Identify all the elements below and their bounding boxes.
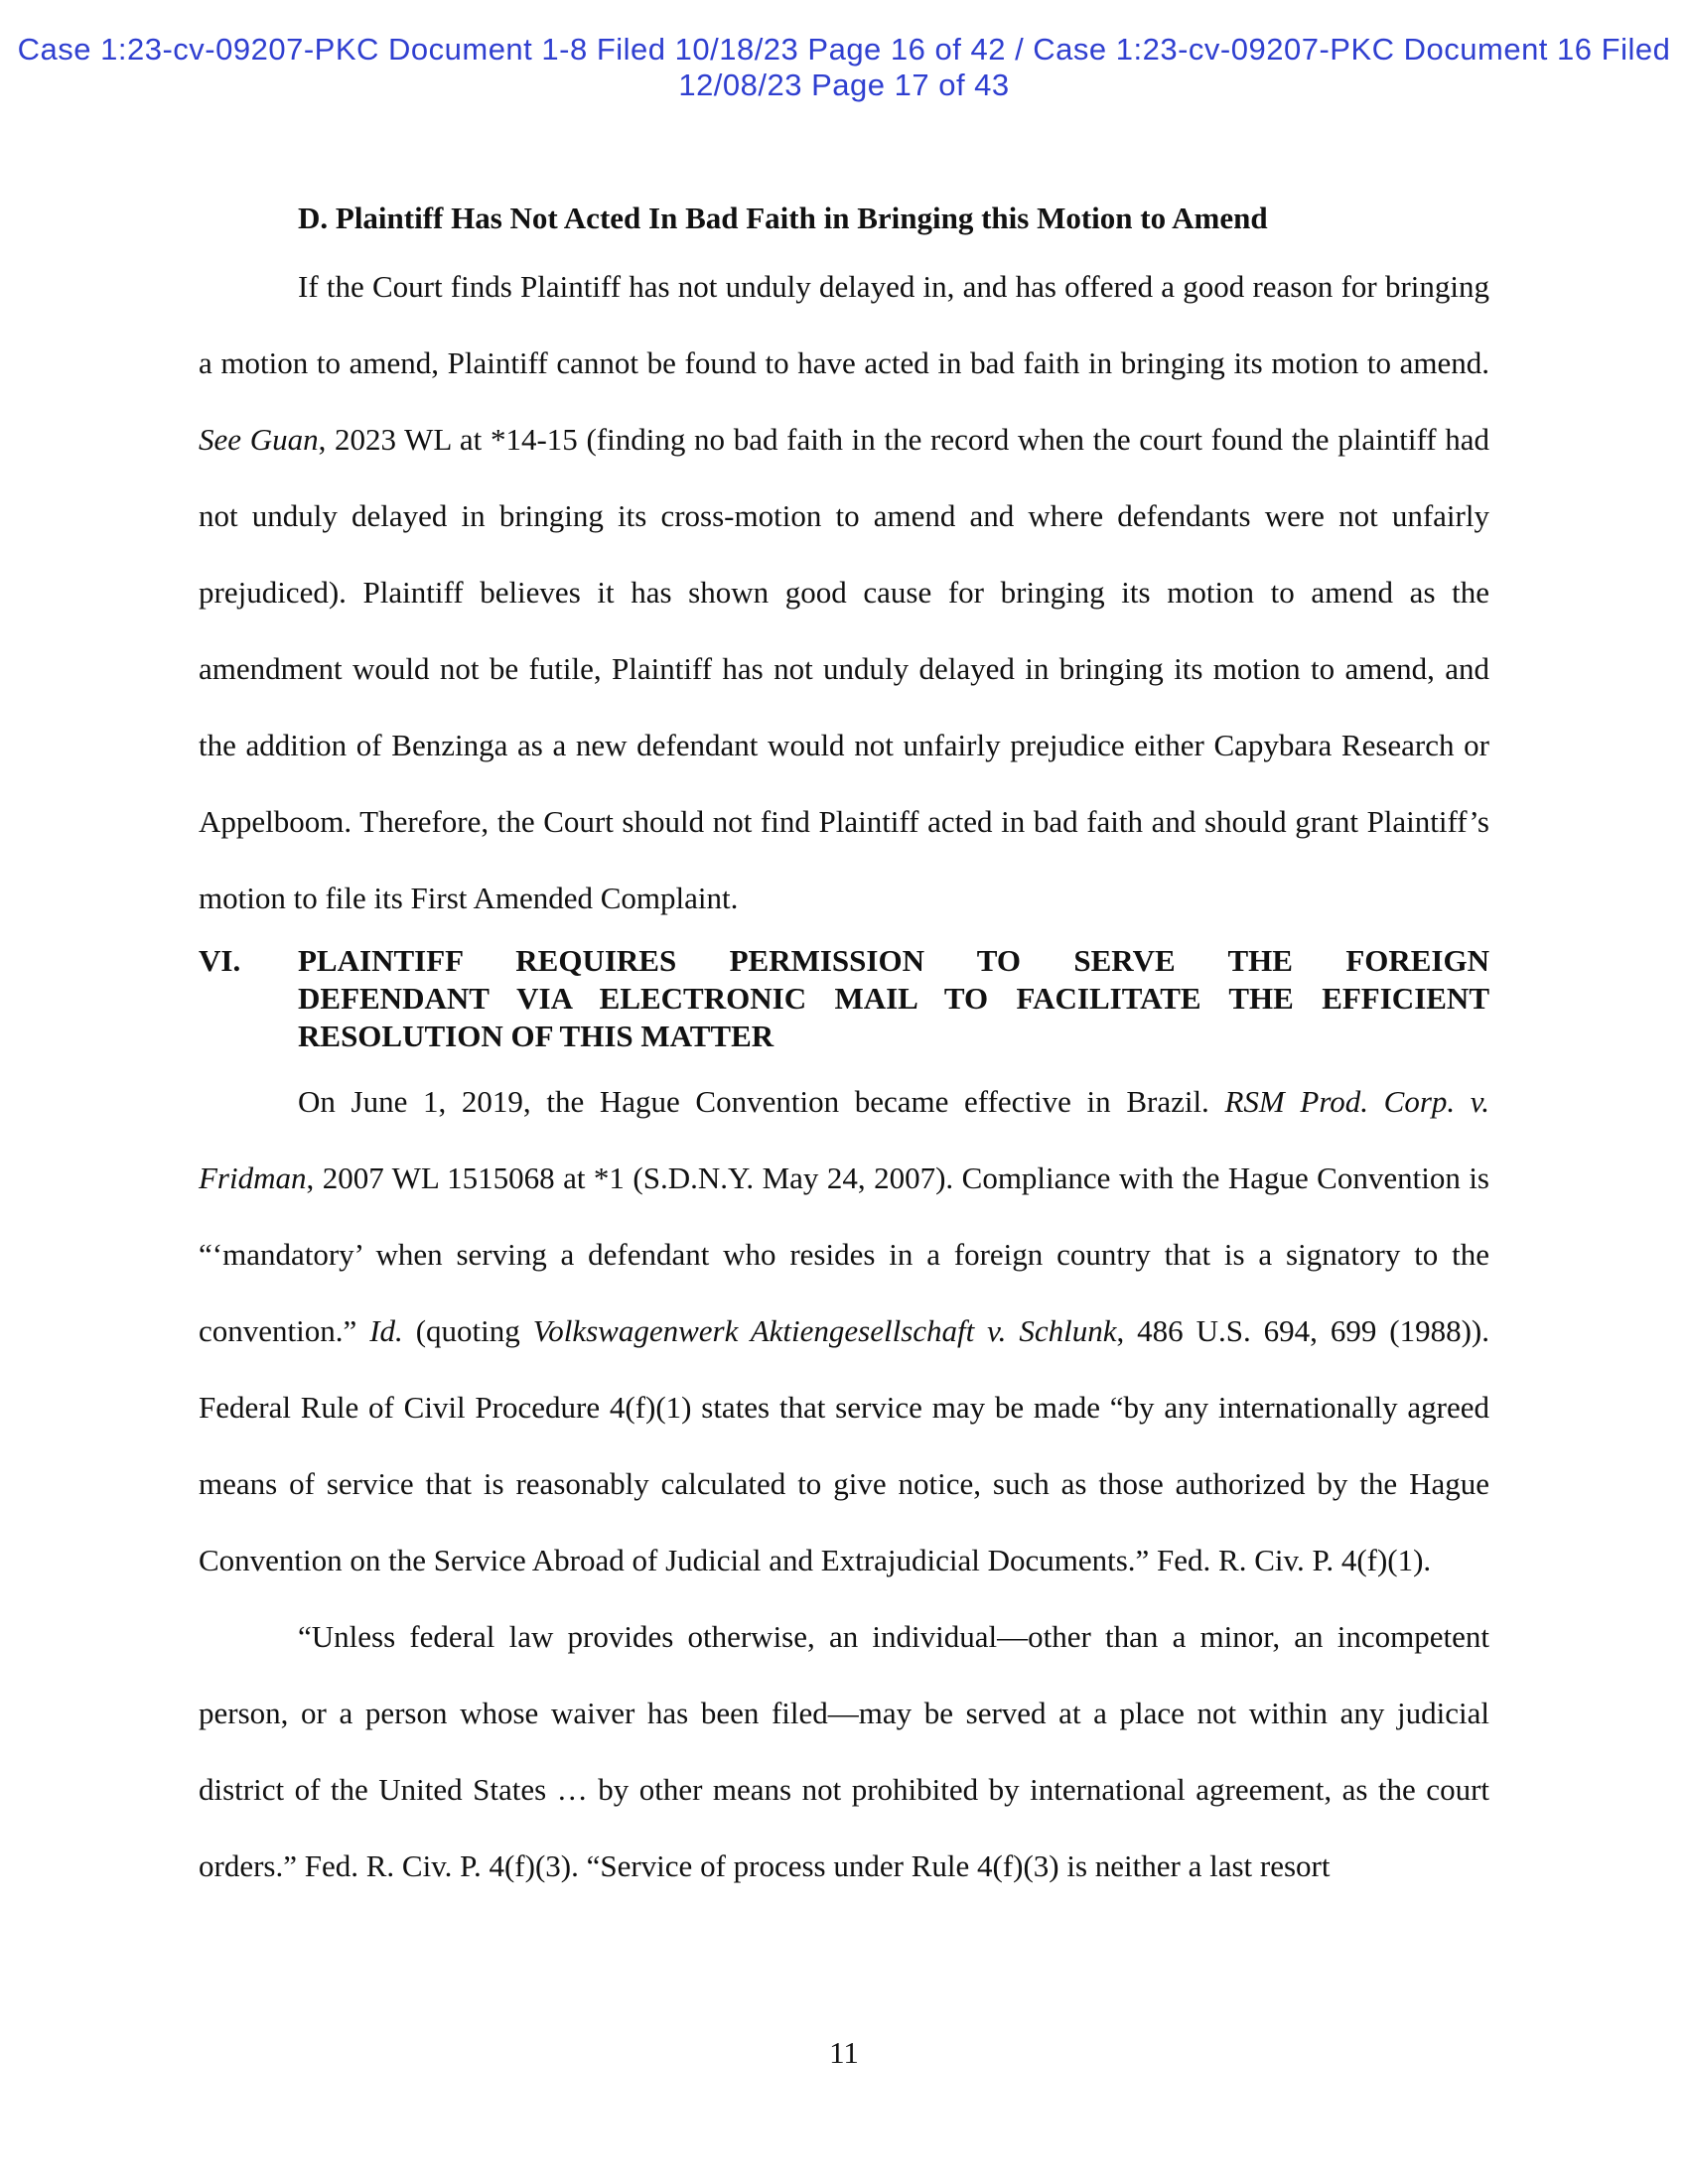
section-d-paragraph: If the Court finds Plaintiff has not unduly delayed in, and has offered a good reason for bringing a motion to amend, Plaintiff cannot be found to have acted in bad faith in bringing its motion to amend. See Guan, 2023 WL at *14-15 (finding no bad faith in the record when the court found the plaintiff had not unduly delayed in bringing its cross-motion to amend and where defendants were not unfairly prejudiced). Plaintiff believes it has shown good cause for bringing its motion to amend as the amendment would not be futile, Plaintiff has not unduly delayed in bringing its motion to amend, and the addition of Benzinga as a new defendant would not unfairly prejudice either Capybara Research or Appelboom. Therefore, the Court should not find Plaintiff acted in bad faith and should grant Plaintiff’s motion to file its First Amended Complaint. xyxy=(199,269,1489,915)
case-citation: Volkswagenwerk Aktiengesellschaft v. Schlunk xyxy=(532,1313,1117,1348)
case-citation: Id. xyxy=(369,1313,403,1348)
section-vi-paragraph-1: On June 1, 2019, the Hague Convention became effective in Brazil. RSM Prod. Corp. v. Fridman, 2007 WL 1515068 at *1 (S.D.N.Y. May 24, 2007). Compliance with the Hague Convention is “‘mandatory’ when serving a defendant who resides in a foreign country that is a signatory to the convention.” Id. (quoting Volkswagenwerk Aktiengesellschaft v. Schlunk, 486 U.S. 694, 699 (1988)). Federal Rule of Civil Procedure 4(f)(1) states that service may be made “by any internationally agreed means of service that is reasonably calculated to give notice, such as those authorized by the Hague Convention on the Service Abroad of Judicial and Extrajudicial Documents.” Fed. R. Civ. P. 4(f)(1). xyxy=(199,1084,1489,1577)
case-citation: RSM Prod. Corp. v. Fridman xyxy=(199,1084,1489,1195)
section-number: VI. xyxy=(199,943,241,978)
case-citation: See Guan xyxy=(199,422,319,457)
page-number: 11 xyxy=(829,2035,859,2070)
section-d-heading: D. Plaintiff Has Not Acted In Bad Faith in Bringing this Motion to Amend xyxy=(298,201,1268,235)
section-vi-paragraph-2: “Unless federal law provides otherwise, an individual—other than a minor, an incompetent person, or a person whose waiver has been filed—may be served at a place not within any judicial district of the United States … by other means not prohibited by international agreement, as the court orders.” Fed. R. Civ. P. 4(f)(3). “Service of process under Rule 4(f)(3) is neither a last resort xyxy=(199,1619,1489,1883)
page-body xyxy=(199,199,1489,1904)
section-vi-heading xyxy=(199,942,1489,1055)
case-header-stamp: Case 1:23-cv-09207-PKC Document 1-8 Filed 10/18/23 Page 16 of 42 / Case 1:23-cv-09207-PKC Document 16 Filed 12/08/23 Page 17 of 43 xyxy=(17,32,1671,102)
section-title: PLAINTIFF REQUIRES PERMISSION TO SERVE THE FOREIGN DEFENDANT VIA ELECTRONIC MAIL TO FACILITATE THE EFFICIENT RESOLUTION OF THIS MATTER xyxy=(298,943,1489,1053)
